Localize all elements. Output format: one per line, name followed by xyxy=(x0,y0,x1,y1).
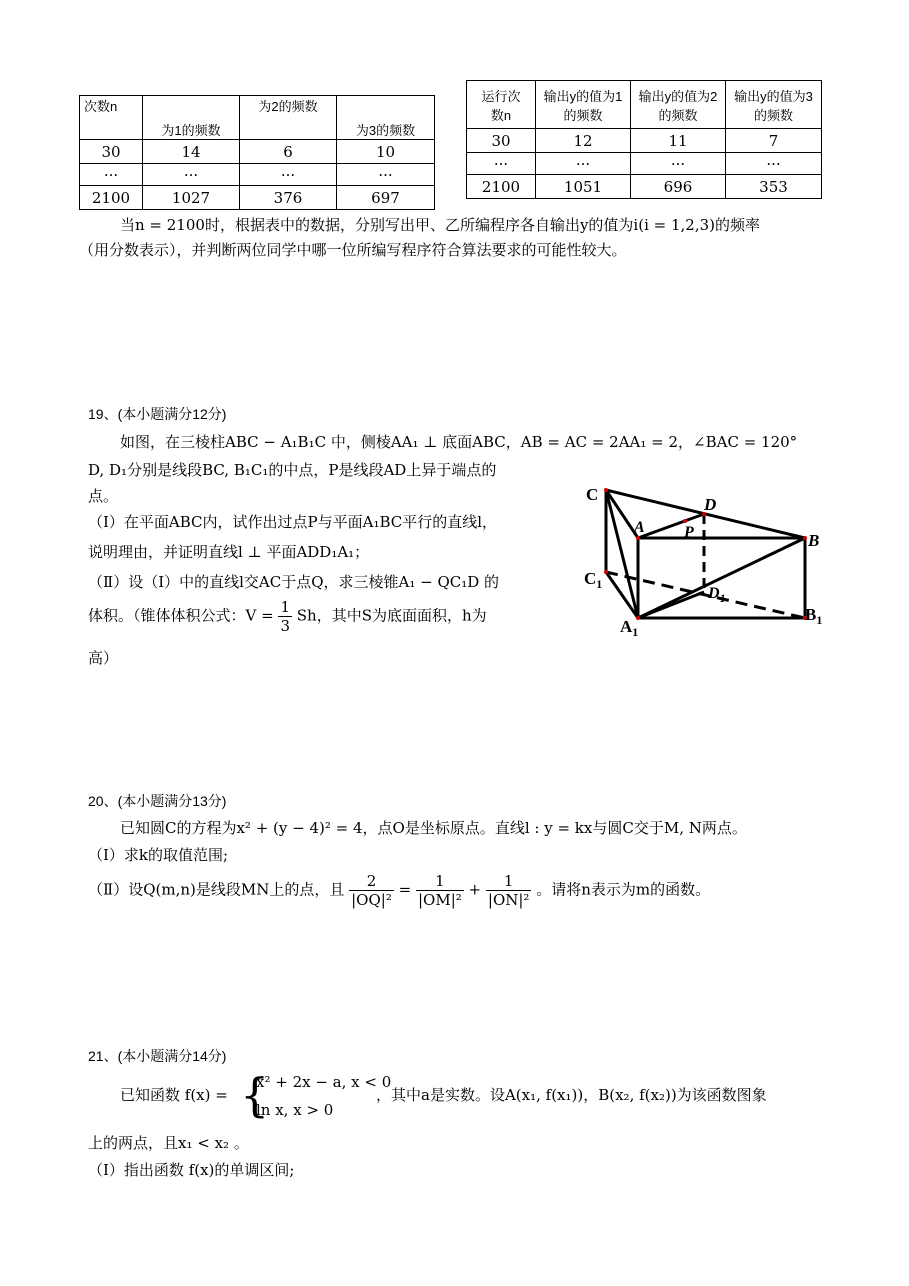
q19-line2: D, D₁分别是线段BC, B₁C₁的中点，P是线段AD上异于端点的 xyxy=(88,461,497,479)
volume-fraction xyxy=(278,598,292,635)
q18-line2: （用分数表示），并判断两位同学中哪一位所编写程序符合算法要求的可能性较大。 xyxy=(79,241,627,259)
q20-line3a: （Ⅱ）设Q(m,n)是线段MN上的点，且 xyxy=(88,880,345,899)
fraction-1-OM xyxy=(416,872,464,909)
cell: 696 xyxy=(631,175,726,199)
cell: 353 xyxy=(726,175,822,199)
q21-line3: （Ⅰ）指出函数 f(x)的单调区间; xyxy=(88,1161,295,1179)
q19-line3: 点。 xyxy=(88,487,119,505)
cell: 1051 xyxy=(536,175,631,199)
q18-line1: 当n = 2100时，根据表中的数据，分别写出甲、乙所编程序各自输出y的值为i(i = 1,2,3)的频率 xyxy=(120,216,760,234)
label-C1: $C_1$ xyxy=(584,569,603,591)
q21-line1b: ，其中a是实数。设A(x₁, f(x₁))，B(x₂, f(x₂))为该函数图象 xyxy=(376,1086,767,1104)
table-right xyxy=(466,80,822,199)
cell: ··· xyxy=(536,153,631,175)
th-left-3: 为3的频数 xyxy=(337,96,435,140)
q19-line1: 如图，在三棱柱ABC − A₁B₁C 中，侧棱AA₁ ⊥ 底面ABC，AB = AC = 2AA₁ = 2，∠BAC = 120° xyxy=(120,433,798,451)
prism-figure xyxy=(580,480,830,640)
frac-den: |OM|² xyxy=(417,891,462,909)
th-right-1: 输出y的值为1的频数 xyxy=(536,81,631,129)
q19-line7a: 体积。（锥体体积公式：V = xyxy=(88,606,274,625)
q19-line7 xyxy=(88,598,487,635)
cell: 10 xyxy=(337,140,435,164)
q19-line7b: Sh，其中S为底面面积，h为 xyxy=(296,606,487,625)
q19-title: 19、(本小题满分12分) xyxy=(88,406,227,422)
q21-line1a: 已知函数 f(x) = xyxy=(120,1086,228,1104)
frac-den: |ON|² xyxy=(487,891,530,909)
cell: 30 xyxy=(80,140,143,164)
q20-line2: （Ⅰ）求k的取值范围; xyxy=(88,846,229,864)
fraction-1-ON xyxy=(486,872,532,909)
q20-title: 20、(本小题满分13分) xyxy=(88,793,227,809)
cell: 11 xyxy=(631,129,726,153)
frac-num: 2 xyxy=(349,872,394,891)
edge-A-D xyxy=(638,514,704,538)
th-left-0: 次数n xyxy=(80,96,143,140)
label-B: B xyxy=(808,531,820,550)
q20-line3 xyxy=(88,872,710,909)
cell: ··· xyxy=(726,153,822,175)
q19-line5: 说明理由，并证明直线l ⊥ 平面ADD₁A₁； xyxy=(88,543,370,561)
cell: 376 xyxy=(240,186,337,210)
q20-line1: 已知圆C的方程为x² + (y − 4)² = 4，点O是坐标原点。直线l : y = kx与圆C交于M, N两点。 xyxy=(120,819,747,837)
cell: ··· xyxy=(631,153,726,175)
label-A1: $A_1$ xyxy=(620,617,639,639)
cell: 14 xyxy=(143,140,240,164)
th-left-1: 为1的频数 xyxy=(143,96,240,140)
cell: 6 xyxy=(240,140,337,164)
case-1: x² + 2x − a, x < 0 xyxy=(256,1073,392,1091)
cell: 7 xyxy=(726,129,822,153)
plus-sign: + xyxy=(468,880,482,899)
cell: ··· xyxy=(80,164,143,186)
label-D: D xyxy=(704,495,717,514)
edge-A1-B xyxy=(638,538,805,618)
cell: ··· xyxy=(337,164,435,186)
frac-num: 1 xyxy=(486,872,532,891)
frac-den: |OQ|² xyxy=(351,891,392,909)
q21-line2: 上的两点，且x₁ < x₂ 。 xyxy=(88,1134,249,1152)
table-left xyxy=(79,95,435,210)
frac-den: 3 xyxy=(280,617,290,635)
cell: 1027 xyxy=(143,186,240,210)
edge-C-A1 xyxy=(606,490,638,618)
label-B1: $B_1$ xyxy=(805,605,823,627)
fraction-2-OQ xyxy=(349,872,394,909)
frac-num: 1 xyxy=(280,598,290,616)
th-right-0: 运行次数n xyxy=(467,81,536,129)
q19-line4: （Ⅰ）在平面ABC内，试作出过点P与平面A₁BC平行的直线l， xyxy=(88,513,498,531)
edge-A1-D1 xyxy=(638,592,704,618)
case-2: ln x, x > 0 xyxy=(256,1101,334,1119)
label-C: C xyxy=(586,485,599,504)
label-A: A xyxy=(634,519,645,536)
th-right-2: 输出y的值为2的频数 xyxy=(631,81,726,129)
cell: 30 xyxy=(467,129,536,153)
q19-line6: （Ⅱ）设（Ⅰ）中的直线l交AC于点Q，求三棱锥A₁ − QC₁D 的 xyxy=(88,573,500,591)
th-right-3: 输出y的值为3的频数 xyxy=(726,81,822,129)
cell: 12 xyxy=(536,129,631,153)
cell: ··· xyxy=(240,164,337,186)
cell: 2100 xyxy=(467,175,536,199)
q20-line3b: 。请将n表示为m的函数。 xyxy=(536,880,711,899)
q19-line8: 高） xyxy=(88,649,119,667)
piecewise-brace: { xyxy=(240,1068,270,1122)
label-D1: $D_1$ xyxy=(708,585,726,605)
label-P: P xyxy=(684,524,694,541)
frac-num: 1 xyxy=(416,872,464,891)
q21-title: 21、(本小题满分14分) xyxy=(88,1048,227,1064)
cell: 697 xyxy=(337,186,435,210)
equals-sign: = xyxy=(398,880,412,899)
cell: ··· xyxy=(467,153,536,175)
th-left-2: 为2的频数 xyxy=(240,96,337,140)
cell: ··· xyxy=(143,164,240,186)
cell: 2100 xyxy=(80,186,143,210)
